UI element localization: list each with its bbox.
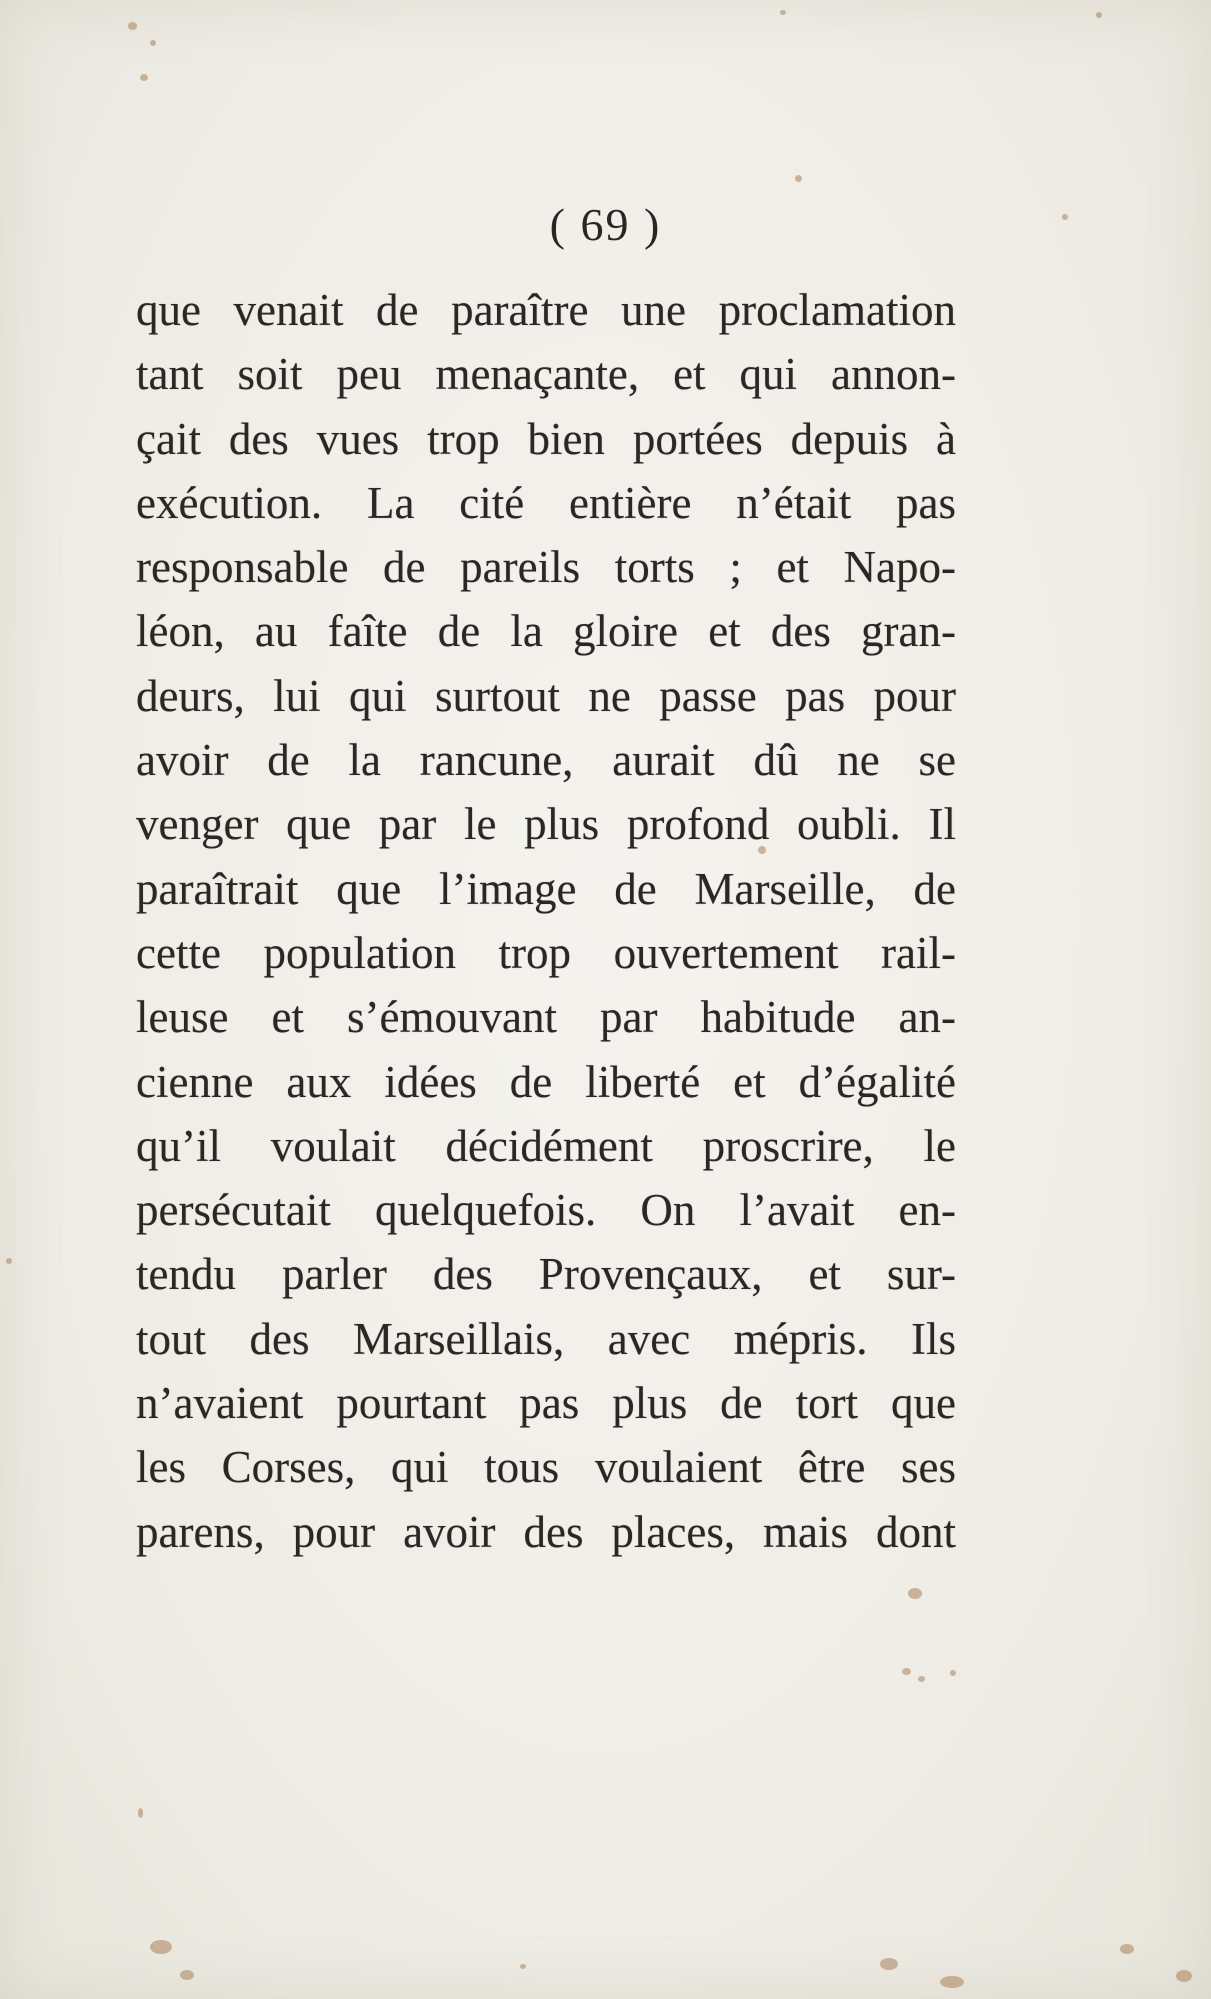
text-line: léon, au faîte de la gloire et des gran- bbox=[136, 606, 956, 657]
text-line: deurs, lui qui surtout ne passe pas pour bbox=[136, 670, 956, 721]
foxing-spot bbox=[150, 1940, 172, 1954]
text-line: persécutait quelquefois. On l’avait en- bbox=[136, 1185, 956, 1236]
text-line: avoir de la rancune, aurait dû ne se bbox=[136, 735, 956, 786]
foxing-spot bbox=[150, 40, 156, 46]
text-line: tendu parler des Provençaux, et sur- bbox=[136, 1249, 956, 1300]
text-line: tout des Marseillais, avec mépris. Ils bbox=[136, 1313, 956, 1364]
text-line: responsable de pareils torts ; et Napo- bbox=[136, 542, 956, 593]
foxing-spot bbox=[6, 1258, 12, 1264]
text-line: n’avaient pourtant pas plus de tort que bbox=[136, 1378, 956, 1429]
text-line: exécution. La cité entière n’était pas bbox=[136, 477, 956, 528]
text-line: qu’il voulait décidément proscrire, le bbox=[136, 1120, 956, 1171]
foxing-spot bbox=[128, 22, 137, 30]
foxing-spot bbox=[908, 1588, 922, 1599]
foxing-spot bbox=[1176, 1970, 1192, 1982]
foxing-spot bbox=[1096, 12, 1102, 18]
text-line: venger que par le plus profond oubli. Il bbox=[136, 799, 956, 850]
foxing-spot bbox=[140, 74, 148, 81]
text-line: que venait de paraître une proclamation bbox=[136, 285, 956, 335]
foxing-spot bbox=[1120, 1944, 1134, 1954]
text-line: leuse et s’émouvant par habitude an- bbox=[136, 992, 956, 1043]
text-line: tant soit peu menaçante, et qui annon- bbox=[136, 349, 956, 400]
foxing-spot bbox=[950, 1670, 956, 1676]
foxing-spot bbox=[880, 1958, 898, 1970]
foxing-spot bbox=[180, 1970, 194, 1980]
foxing-spot bbox=[520, 1964, 526, 1969]
text-line: les Corses, qui tous voulaient être ses bbox=[136, 1442, 956, 1493]
text-line: çait des vues trop bien portées depuis à bbox=[136, 413, 956, 464]
text-line: cienne aux idées de liberté et d’égalité bbox=[136, 1056, 956, 1107]
foxing-spot bbox=[780, 10, 786, 15]
foxing-spot bbox=[795, 175, 802, 182]
foxing-spot bbox=[918, 1676, 925, 1682]
text-line: cette population trop ouvertement rail- bbox=[136, 927, 956, 978]
foxing-spot bbox=[940, 1976, 964, 1988]
foxing-spot bbox=[138, 1808, 143, 1818]
foxing-spot bbox=[902, 1668, 911, 1675]
page-number: ( 69 ) bbox=[549, 199, 662, 250]
body-text bbox=[136, 278, 956, 1564]
text-line: paraîtrait que l’image de Marseille, de bbox=[136, 863, 956, 914]
text-line: parens, pour avoir des places, mais dont bbox=[136, 1506, 956, 1557]
